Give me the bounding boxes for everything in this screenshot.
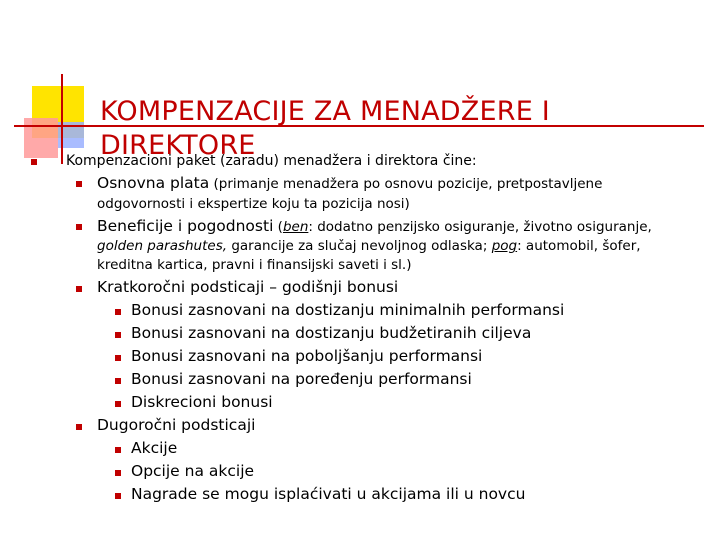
bullet-icon (115, 447, 121, 453)
sub-list-item: Bonusi zasnovani na poređenju performansi (131, 370, 472, 388)
bullet-icon (115, 378, 121, 384)
intro-text: Kompenzacioni paket (zaradu) menadžera i direktora čine: (66, 153, 477, 169)
sub-list-item: Bonusi zasnovani na poboljšanju performansi (131, 347, 483, 365)
bullet-icon (115, 493, 121, 499)
item-head: Osnovna plata (97, 174, 210, 192)
list-item-dugorocni: Dugoročni podsticaji (97, 416, 256, 434)
bullet-icon (115, 401, 121, 407)
ben-rest: : dodatno penzijsko osiguranje, životno osiguranje, (308, 219, 652, 235)
bullet-icon (115, 332, 121, 338)
bullet-icon (115, 309, 121, 315)
item-desc-cont: odgovornosti i ekspertize koju ta pozicija nosi) (97, 196, 410, 212)
sub-list-item: Nagrade se mogu isplaćivati u akcijama ili u novcu (131, 485, 526, 503)
bullet-icon (76, 181, 82, 187)
list-item-beneficije (97, 215, 652, 238)
item-head: Beneficije i pogodnosti (97, 217, 274, 235)
bullet-icon (115, 355, 121, 361)
bullet-icon (31, 159, 37, 165)
item-desc: (primanje menadžera po osnovu pozicije, pretpostavljene (209, 176, 603, 192)
golden-text: golden parashutes, (97, 238, 228, 254)
sub-list-item: Akcije (131, 439, 178, 457)
sub-list-item: Opcije na akcije (131, 462, 255, 480)
bullet-icon (76, 424, 82, 430)
bullet-icon (76, 286, 82, 292)
item-desc-cont: kreditna kartica, pravni i finansijski saveti i sl.) (97, 257, 412, 273)
list-item-osnovna-plata (97, 172, 602, 195)
bullet-icon (76, 224, 82, 230)
sub-list-item: Bonusi zasnovani na dostizanju budžetiranih ciljeva (131, 324, 532, 342)
pog-abbr: pog (491, 238, 518, 254)
slide-title: KOMPENZACIJE ZA MENADŽERE I DIREKTORE (100, 96, 550, 161)
pog-rest: : automobil, šofer, (517, 238, 641, 254)
bullet-icon (115, 470, 121, 476)
paren: ( (273, 219, 283, 235)
decor-vertical-line (61, 74, 63, 164)
decor-pink-square (24, 118, 58, 158)
ben-abbr: ben (282, 219, 309, 235)
sub-list-item: Diskrecioni bonusi (131, 393, 273, 411)
list-item-kratkorocni: Kratkoročni podsticaji – godišnji bonusi (97, 278, 399, 296)
sub-list-item: Bonusi zasnovani na dostizanju minimalnih performansi (131, 301, 565, 319)
golden-rest: garancije za slučaj nevoljnog odlaska; (227, 238, 492, 254)
item-desc-cont (97, 237, 641, 256)
